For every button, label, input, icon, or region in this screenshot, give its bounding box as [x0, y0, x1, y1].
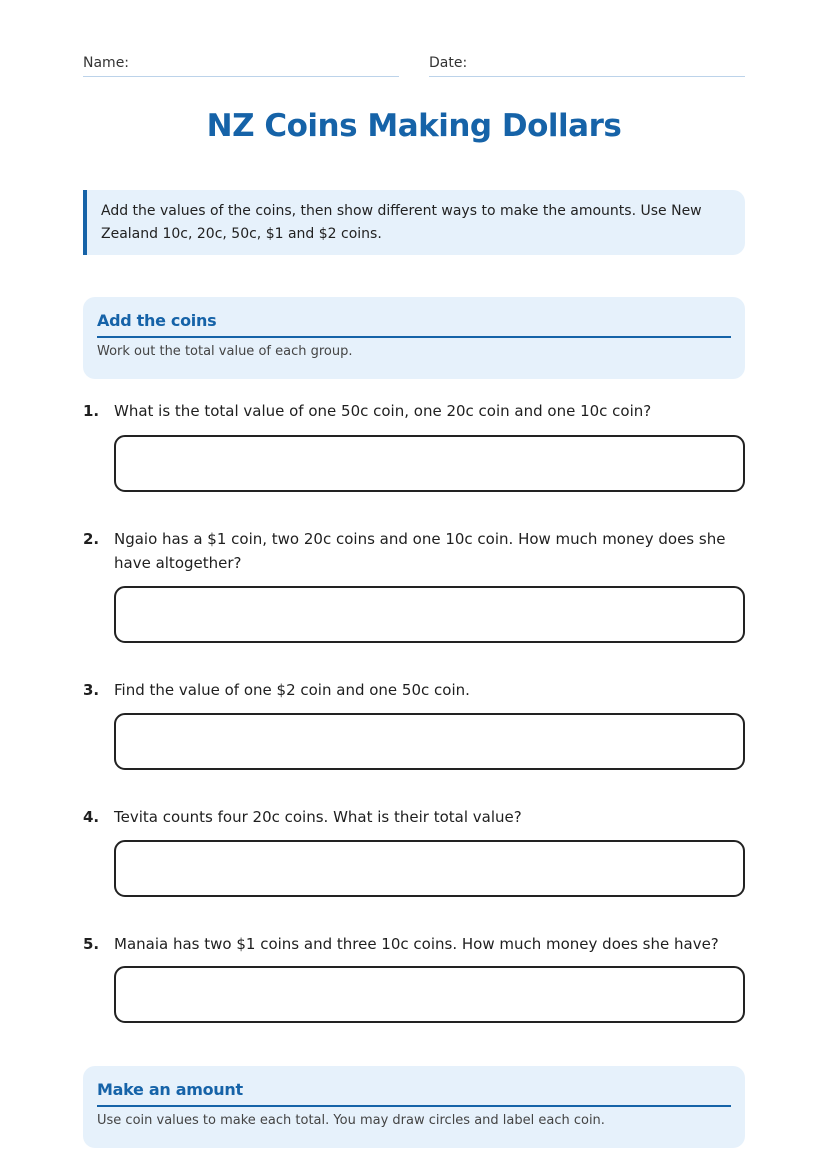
- section-title: Make an amount: [97, 1080, 731, 1107]
- page-title: NZ Coins Making Dollars: [206, 108, 622, 144]
- section-make-an-amount: [83, 1066, 745, 1148]
- date-label: Date:: [429, 55, 468, 71]
- answer-box-5[interactable]: [114, 966, 745, 1023]
- question-number: 4.: [83, 808, 100, 826]
- answer-box-2[interactable]: [114, 586, 745, 643]
- answer-box-1[interactable]: [114, 435, 745, 492]
- question-number: 1.: [83, 402, 100, 420]
- question-number: 2.: [83, 530, 100, 548]
- instructions-text: Add the values of the coins, then show different ways to make the amounts. Use New Zealand 10c, 20c, 50c, $1 and $2 coins.: [101, 203, 702, 242]
- question-text: What is the total value of one 50c coin, one 20c coin and one 10c coin?: [114, 402, 652, 420]
- question-text: Tevita counts four 20c coins. What is their total value?: [114, 808, 522, 826]
- date-field[interactable]: [429, 52, 745, 77]
- section-subtitle: Use coin values to make each total. You may draw circles and label each coin.: [97, 1113, 605, 1128]
- answer-box-4[interactable]: [114, 840, 745, 897]
- instructions-box: [83, 190, 745, 255]
- question-text: Find the value of one $2 coin and one 50c coin.: [114, 681, 470, 699]
- section-title: Add the coins: [97, 311, 731, 338]
- section-subtitle: Work out the total value of each group.: [97, 344, 353, 359]
- question-text: Ngaio has a $1 coin, two 20c coins and one 10c coin. How much money does she have altogether?: [114, 530, 726, 572]
- question-number: 5.: [83, 935, 100, 953]
- section-add-the-coins: [83, 297, 745, 379]
- name-label: Name:: [83, 55, 130, 71]
- answer-box-3[interactable]: [114, 713, 745, 770]
- question-number: 3.: [83, 681, 100, 699]
- question-text: Manaia has two $1 coins and three 10c coins. How much money does she have?: [114, 935, 719, 953]
- name-field[interactable]: [83, 52, 399, 77]
